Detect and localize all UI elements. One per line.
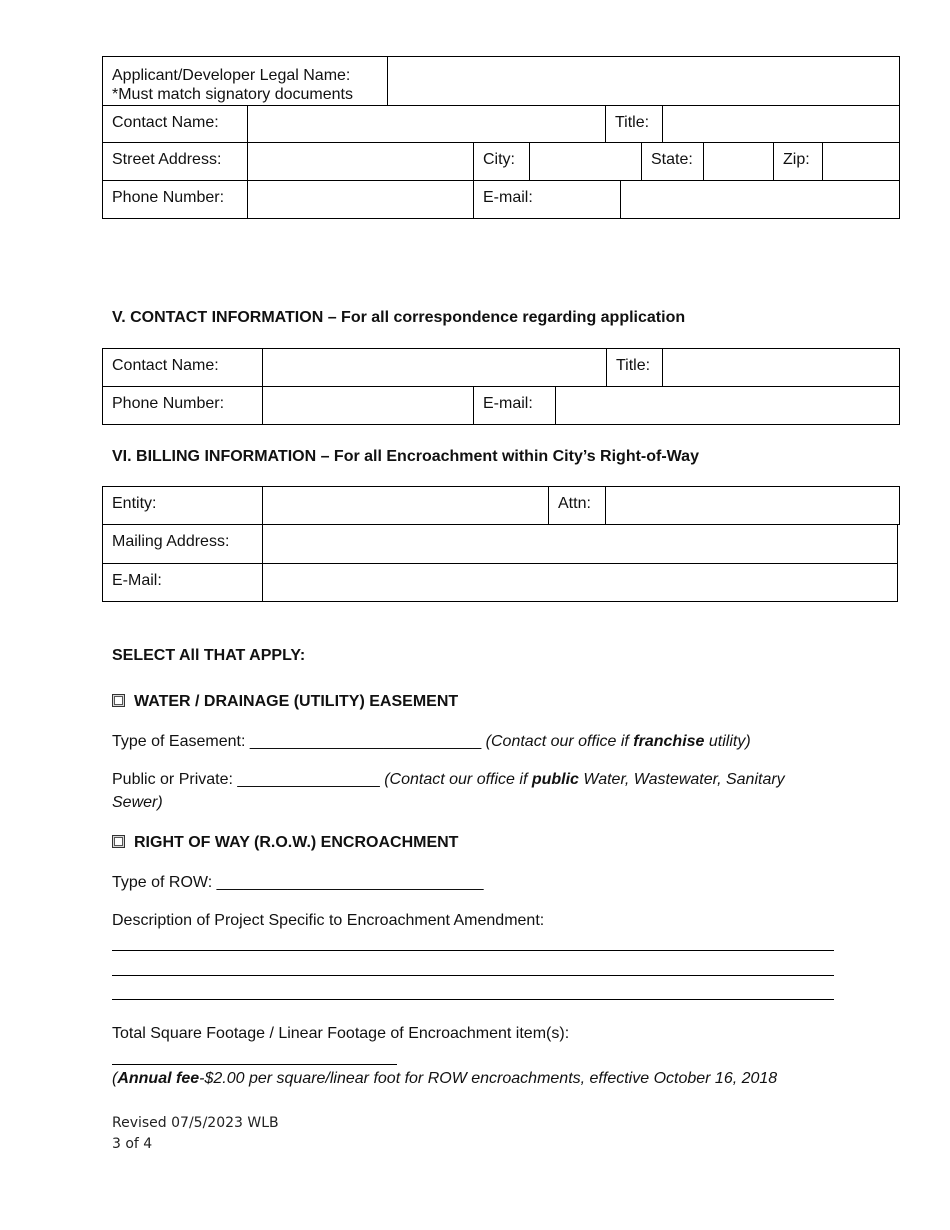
page-footer [112, 1113, 279, 1155]
street-address-label: Street Address: [112, 151, 222, 168]
v-phone-field[interactable] [262, 386, 474, 425]
mailing-address-label: Mailing Address: [112, 533, 230, 550]
phone-label: Phone Number: [112, 189, 225, 206]
state-field[interactable] [703, 142, 774, 181]
zip-label: Zip: [783, 151, 810, 168]
entity-label: Entity: [112, 495, 157, 512]
billing-email-label-cell [102, 563, 263, 602]
email-label-cell [473, 180, 621, 219]
row-encroachment-label: RIGHT OF WAY (R.O.W.) ENCROACHMENT [134, 834, 459, 851]
v-phone-label-cell [102, 386, 263, 425]
street-label-cell [102, 142, 248, 181]
phone-label-cell [102, 180, 248, 219]
easement-type-line [112, 733, 751, 751]
section-vi-heading: VI. BILLING INFORMATION – For all Encroachment within City’s Right-of-Way [112, 448, 699, 465]
state-label-cell [641, 142, 704, 181]
v-phone-label: Phone Number: [112, 395, 225, 412]
title-field[interactable] [662, 105, 900, 143]
select-heading: SELECT All THAT APPLY: [112, 647, 306, 664]
phone-field[interactable] [247, 180, 474, 219]
v-email-label: E-mail: [483, 395, 533, 412]
legal-name-label-cell [102, 56, 388, 106]
public-private-label[interactable]: Public or Private: ________________ [112, 771, 380, 788]
v-contact-name-field[interactable] [262, 348, 607, 387]
v-title-label: Title: [616, 357, 651, 374]
footage-input-line[interactable] [112, 1064, 397, 1065]
water-easement-label: WATER / DRAINAGE (UTILITY) EASEMENT [134, 693, 459, 710]
city-label: City: [483, 151, 515, 168]
v-contact-name-label-cell [102, 348, 263, 387]
contact-name-label-cell [102, 105, 248, 143]
water-easement-checkbox[interactable] [112, 694, 125, 707]
city-label-cell [473, 142, 530, 181]
contact-name-label: Contact Name: [112, 114, 219, 131]
mailing-label-cell [102, 524, 263, 564]
email-label: E-mail: [483, 189, 533, 206]
water-option[interactable] [112, 693, 458, 711]
public-private-note: (Contact our office if public Water, Wastewater, Sanitary [384, 771, 785, 788]
billing-email-field[interactable] [262, 563, 898, 602]
email-field[interactable] [620, 180, 900, 219]
attn-label-cell [548, 486, 606, 525]
attn-field[interactable] [605, 486, 900, 525]
page-number: 3 of 4 [112, 1136, 153, 1152]
footage-label: Total Square Footage / Linear Footage of Encroachment item(s): [112, 1025, 570, 1042]
attn-label: Attn: [558, 495, 591, 512]
zip-label-cell [773, 142, 823, 181]
description-line-1[interactable] [112, 950, 834, 951]
city-field[interactable] [529, 142, 642, 181]
v-contact-name-label: Contact Name: [112, 357, 219, 374]
public-private-line [112, 771, 785, 789]
contact-name-field[interactable] [247, 105, 606, 143]
title-label: Title: [615, 114, 650, 131]
section-v-heading: V. CONTACT INFORMATION – For all correspondence regarding application [112, 309, 686, 326]
v-email-label-cell [473, 386, 556, 425]
public-private-note-cont: Sewer) [112, 794, 163, 811]
state-label: State: [651, 151, 693, 168]
row-encroachment-checkbox[interactable] [112, 835, 125, 848]
v-title-field[interactable] [662, 348, 900, 387]
zip-field[interactable] [822, 142, 900, 181]
easement-type-note: (Contact our office if franchise utility) [485, 733, 751, 750]
description-line-2[interactable] [112, 975, 834, 976]
annual-fee-note: (Annual fee-$2.00 per square/linear foot for ROW encroachments, effective October 16, 2018 [112, 1070, 778, 1087]
row-type-line[interactable]: Type of ROW: ______________________________ [112, 874, 484, 891]
v-email-field[interactable] [555, 386, 900, 425]
description-line-3[interactable] [112, 999, 834, 1000]
title-label-cell [605, 105, 663, 143]
revision-text: Revised 07/5/2023 WLB [112, 1115, 279, 1131]
description-label: Description of Project Specific to Encroachment Amendment: [112, 912, 545, 929]
easement-type-label[interactable]: Type of Easement: __________________________ [112, 733, 482, 750]
row-option[interactable] [112, 834, 458, 852]
entity-field[interactable] [262, 486, 549, 525]
billing-email-label: E-Mail: [112, 572, 162, 589]
street-address-field[interactable] [247, 142, 474, 181]
mailing-address-field[interactable] [262, 524, 898, 564]
legal-name-label: Applicant/Developer Legal Name: *Must match signatory documents [112, 67, 353, 103]
legal-name-field[interactable] [387, 56, 900, 106]
entity-label-cell [102, 486, 263, 525]
v-title-label-cell [606, 348, 663, 387]
